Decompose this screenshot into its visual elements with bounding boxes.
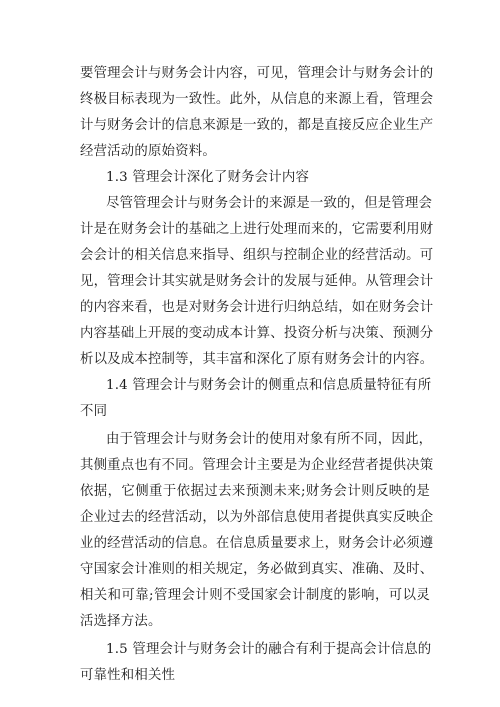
section-heading-1-5-continued: 可靠性和相关性 bbox=[80, 668, 176, 683]
body-text-line: 其侧重点也有不同。管理会计主要是为企业经营者提供决策 bbox=[80, 458, 434, 473]
body-text-line: 由于管理会计与财务会计的使用对象有所不同，因此， bbox=[106, 432, 433, 447]
body-text-line: 活选择方法。 bbox=[80, 614, 162, 629]
body-text-line: 计是在财务会计的基础之上进行处理而来的，它需要利用财 bbox=[80, 222, 434, 237]
section-heading-1-4: 1.4 管理会计与财务会计的侧重点和信息质量特征有所 bbox=[106, 378, 432, 393]
body-text-line: 会会计的相关信息来指导、组织与控制企业的经营活动。可 bbox=[80, 248, 434, 263]
section-heading-1-3: 1.3 管理会计深化了财务会计内容 bbox=[106, 170, 310, 185]
body-text-line: 计与财务会计的信息来源是一致的，都是直接反应企业生产 bbox=[80, 118, 434, 133]
body-text-line: 要管理会计与财务会计内容，可见，管理会计与财务会计的 bbox=[80, 66, 434, 81]
body-text-line: 尽管管理会计与财务会计的来源是一致的，但是管理会 bbox=[106, 196, 433, 211]
section-heading-1-5: 1.5 管理会计与财务会计的融合有利于提高会计信息的 bbox=[106, 642, 432, 657]
body-text-line: 见，管理会计其实就是财务会计的发展与延伸。从管理会计 bbox=[80, 274, 434, 289]
body-text-line: 业的经营活动的信息。在信息质量要求上，财务会计必须遵 bbox=[80, 536, 434, 551]
body-text-line: 经营活动的原始资料。 bbox=[80, 144, 216, 159]
body-text-line: 析以及成本控制等，其丰富和深化了原有财务会计的内容。 bbox=[80, 352, 434, 367]
body-text-line: 终极目标表现为一致性。此外，从信息的来源上看，管理会 bbox=[80, 92, 434, 107]
section-heading-1-4-continued: 不同 bbox=[80, 404, 108, 419]
body-text-line: 相关和可靠;管理会计则不受国家会计制度的影响，可以灵 bbox=[80, 588, 430, 603]
body-text-line: 内容基础上开展的变动成本计算、投资分析与决策、预测分 bbox=[80, 326, 434, 341]
body-text-line: 的内容来看，也是对财务会计进行归纳总结，如在财务会计 bbox=[80, 300, 434, 315]
body-text-line: 守国家会计准则的相关规定，务必做到真实、准确、及时、 bbox=[80, 562, 434, 577]
body-text-line: 依据，它侧重于依据过去来预测未来;财务会计则反映的是 bbox=[80, 484, 430, 499]
body-text-line: 企业过去的经营活动，以为外部信息使用者提供真实反映企 bbox=[80, 510, 434, 525]
